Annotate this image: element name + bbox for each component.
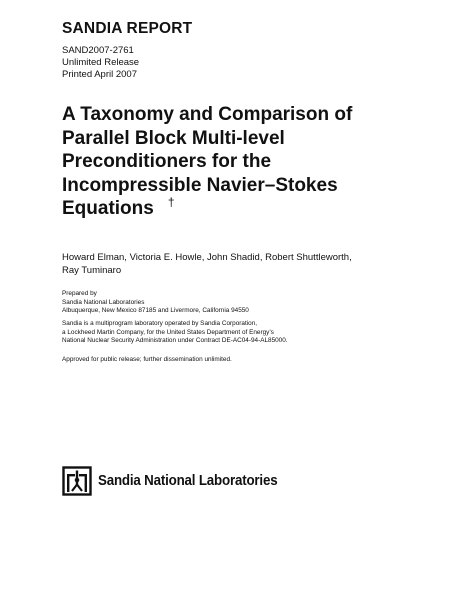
logo-text: Sandia National Laboratories — [98, 473, 278, 489]
title-line: Equations — [62, 198, 154, 219]
prepared-org: Sandia National Laboratories — [62, 298, 145, 306]
footnote-mark: † — [167, 195, 175, 209]
notice-line: Sandia is a multiprogram laboratory operated by Sandia Corporation, — [62, 320, 258, 327]
report-meta — [62, 45, 139, 81]
sandia-logo — [62, 466, 293, 496]
operator-notice — [62, 320, 288, 346]
title-line: Parallel Block Multi-level — [62, 127, 285, 149]
title-line: A Taxonomy and Comparison of — [62, 104, 353, 125]
report-label: SANDIA REPORT — [62, 20, 193, 37]
authors-line: Howard Elman, Victoria E. Howle, John Shadid, Robert Shuttleworth, — [62, 252, 352, 263]
prepared-heading: Prepared by — [62, 290, 97, 297]
print-date: Printed April 2007 — [62, 69, 137, 80]
prepared-location: Albuquerque, New Mexico 87185 and Livermore, California 94550 — [62, 307, 249, 315]
release-status: Unlimited Release — [62, 57, 140, 68]
title-line-last — [62, 197, 392, 223]
notice-line: a Lockheed Martin Company, for the United States Department of Energy’s — [62, 328, 274, 336]
prepared-by-block — [62, 290, 249, 316]
title-line: Preconditioners for the — [62, 151, 272, 172]
approval-statement: Approved for public release; further dissemination unlimited. — [62, 356, 232, 363]
sandia-thunderbird-icon — [62, 466, 92, 496]
author-list — [62, 252, 362, 277]
report-title — [62, 103, 392, 223]
report-number: SAND2007-2761 — [62, 45, 134, 56]
title-line: Incompressible Navier–Stokes — [62, 174, 338, 196]
authors-line: Ray Tuminaro — [62, 264, 122, 276]
notice-line: National Nuclear Security Administration under Contract DE-AC04-94-AL85000. — [62, 337, 288, 345]
